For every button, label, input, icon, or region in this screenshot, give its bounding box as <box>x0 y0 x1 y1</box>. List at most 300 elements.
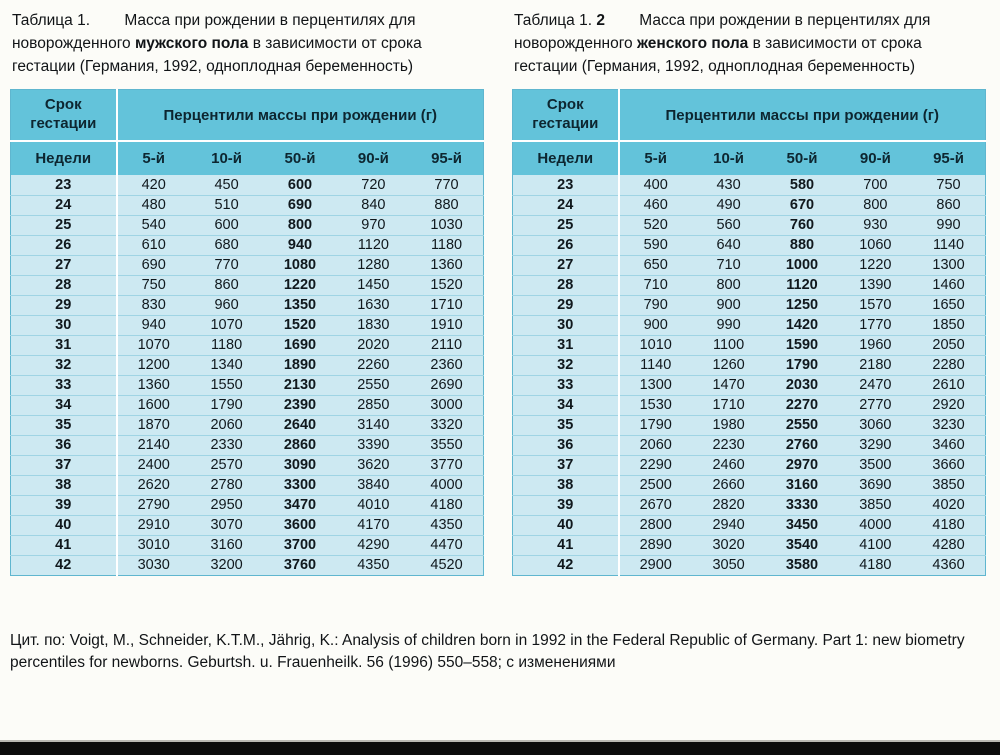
table-header <box>513 89 986 175</box>
value-cell: 840 <box>337 195 410 215</box>
value-cell: 1180 <box>190 335 263 355</box>
value-cell: 1260 <box>692 355 765 375</box>
value-cell: 1910 <box>410 315 483 335</box>
value-cell: 3580 <box>765 555 838 575</box>
value-cell: 3060 <box>839 415 912 435</box>
value-cell: 3660 <box>912 455 985 475</box>
table-row <box>11 475 484 495</box>
value-cell: 2230 <box>692 435 765 455</box>
table-caption-male <box>12 10 482 79</box>
value-cell: 720 <box>337 175 410 195</box>
value-cell: 2670 <box>619 495 692 515</box>
value-cell: 1890 <box>263 355 336 375</box>
table-row <box>513 495 986 515</box>
citation-text: Цит. по: Voigt, M., Schneider, K.T.M., Jährig, K.: Analysis of children born in 1992 in the Federal Republic of Germany. Part 1: new biometry percentiles for newborns. Geburtsh. u. Frauenheilk. 56 (1996) 550–558; с изменениями <box>10 631 965 672</box>
week-cell: 32 <box>11 355 117 375</box>
value-cell: 4180 <box>410 495 483 515</box>
value-cell: 3850 <box>912 475 985 495</box>
value-cell: 2800 <box>619 515 692 535</box>
value-cell: 420 <box>117 175 190 195</box>
table-row <box>11 175 484 195</box>
value-cell: 4010 <box>337 495 410 515</box>
value-cell: 3390 <box>337 435 410 455</box>
value-cell: 600 <box>190 215 263 235</box>
table-row <box>513 235 986 255</box>
caption-label: Таблица 1. <box>514 12 593 29</box>
value-cell: 1100 <box>692 335 765 355</box>
value-cell: 2900 <box>619 555 692 575</box>
gestation-header-line2: гестации <box>532 115 599 133</box>
value-cell: 1140 <box>912 235 985 255</box>
value-cell: 640 <box>692 235 765 255</box>
value-cell: 2180 <box>839 355 912 375</box>
value-cell: 690 <box>117 255 190 275</box>
week-cell: 39 <box>513 495 619 515</box>
value-cell: 480 <box>117 195 190 215</box>
value-cell: 520 <box>619 215 692 235</box>
week-cell: 38 <box>11 475 117 495</box>
value-cell: 990 <box>912 215 985 235</box>
value-cell: 940 <box>263 235 336 255</box>
gestation-header-line1: Срок <box>546 96 584 114</box>
value-cell: 3200 <box>190 555 263 575</box>
table-row <box>513 555 986 575</box>
value-cell: 3700 <box>263 535 336 555</box>
value-cell: 1420 <box>765 315 838 335</box>
value-cell: 580 <box>765 175 838 195</box>
table-row <box>513 375 986 395</box>
week-cell: 37 <box>11 455 117 475</box>
value-cell: 3230 <box>912 415 985 435</box>
value-cell: 2640 <box>263 415 336 435</box>
value-cell: 930 <box>839 215 912 235</box>
week-cell: 35 <box>513 415 619 435</box>
week-cell: 41 <box>513 535 619 555</box>
value-cell: 1000 <box>765 255 838 275</box>
value-cell: 900 <box>692 295 765 315</box>
value-cell: 1180 <box>410 235 483 255</box>
value-cell: 1460 <box>912 275 985 295</box>
table-row <box>513 175 986 195</box>
value-cell: 680 <box>190 235 263 255</box>
value-cell: 4470 <box>410 535 483 555</box>
week-cell: 37 <box>513 455 619 475</box>
value-cell: 3540 <box>765 535 838 555</box>
value-cell: 3460 <box>912 435 985 455</box>
percentile-table-male <box>10 89 484 576</box>
value-cell: 1600 <box>117 395 190 415</box>
value-cell: 2550 <box>337 375 410 395</box>
week-cell: 41 <box>11 535 117 555</box>
value-cell: 790 <box>619 295 692 315</box>
value-cell: 590 <box>619 235 692 255</box>
table-row <box>11 435 484 455</box>
value-cell: 690 <box>263 195 336 215</box>
gestation-header <box>11 89 117 141</box>
value-cell: 2760 <box>765 435 838 455</box>
week-cell: 25 <box>513 215 619 235</box>
caption-text: Масса при рождении в перцентилях для новорожденного <box>514 12 931 52</box>
value-cell: 2940 <box>692 515 765 535</box>
table-row <box>513 355 986 375</box>
value-cell: 2130 <box>263 375 336 395</box>
value-cell: 4350 <box>410 515 483 535</box>
table-row <box>513 395 986 415</box>
value-cell: 560 <box>692 215 765 235</box>
value-cell: 1830 <box>337 315 410 335</box>
value-cell: 2060 <box>619 435 692 455</box>
value-cell: 860 <box>190 275 263 295</box>
value-cell: 400 <box>619 175 692 195</box>
value-cell: 2770 <box>839 395 912 415</box>
week-cell: 24 <box>11 195 117 215</box>
percentile-header-10: 10-й <box>190 141 263 175</box>
percentiles-group-header: Перцентили массы при рождении (г) <box>117 89 484 141</box>
table-row <box>11 275 484 295</box>
value-cell: 2260 <box>337 355 410 375</box>
value-cell: 3030 <box>117 555 190 575</box>
value-cell: 1870 <box>117 415 190 435</box>
value-cell: 1690 <box>263 335 336 355</box>
value-cell: 1360 <box>410 255 483 275</box>
value-cell: 610 <box>117 235 190 255</box>
table-row <box>11 515 484 535</box>
value-cell: 1060 <box>839 235 912 255</box>
value-cell: 1790 <box>765 355 838 375</box>
value-cell: 770 <box>410 175 483 195</box>
value-cell: 1200 <box>117 355 190 375</box>
value-cell: 3550 <box>410 435 483 455</box>
value-cell: 4000 <box>839 515 912 535</box>
value-cell: 3290 <box>839 435 912 455</box>
value-cell: 3300 <box>263 475 336 495</box>
value-cell: 450 <box>190 175 263 195</box>
value-cell: 3140 <box>337 415 410 435</box>
week-cell: 26 <box>513 235 619 255</box>
value-cell: 4100 <box>839 535 912 555</box>
value-cell: 4290 <box>337 535 410 555</box>
value-cell: 2950 <box>190 495 263 515</box>
week-cell: 36 <box>11 435 117 455</box>
value-cell: 3620 <box>337 455 410 475</box>
percentile-header-90: 90-й <box>839 141 912 175</box>
percentile-header-50: 50-й <box>263 141 336 175</box>
value-cell: 3320 <box>410 415 483 435</box>
value-cell: 1630 <box>337 295 410 315</box>
week-cell: 28 <box>513 275 619 295</box>
value-cell: 2400 <box>117 455 190 475</box>
week-cell: 38 <box>513 475 619 495</box>
table-row <box>11 295 484 315</box>
value-cell: 1550 <box>190 375 263 395</box>
table-row <box>513 335 986 355</box>
value-cell: 1250 <box>765 295 838 315</box>
value-cell: 2570 <box>190 455 263 475</box>
caption-label-number: 2 <box>596 12 605 29</box>
percentile-header-5: 5-й <box>117 141 190 175</box>
value-cell: 1450 <box>337 275 410 295</box>
value-cell: 490 <box>692 195 765 215</box>
page-edge-bar <box>0 742 1000 755</box>
table-row <box>11 535 484 555</box>
table-row <box>11 455 484 475</box>
value-cell: 1010 <box>619 335 692 355</box>
value-cell: 1220 <box>839 255 912 275</box>
table-row <box>11 235 484 255</box>
value-cell: 4180 <box>912 515 985 535</box>
value-cell: 1030 <box>410 215 483 235</box>
gestation-header <box>513 89 619 141</box>
value-cell: 3000 <box>410 395 483 415</box>
week-cell: 27 <box>513 255 619 275</box>
value-cell: 3330 <box>765 495 838 515</box>
table-row <box>513 435 986 455</box>
caption-label: Таблица 1. <box>12 12 91 29</box>
value-cell: 2060 <box>190 415 263 435</box>
value-cell: 430 <box>692 175 765 195</box>
table-caption-female <box>514 10 984 79</box>
value-cell: 1300 <box>912 255 985 275</box>
value-cell: 1340 <box>190 355 263 375</box>
value-cell: 2140 <box>117 435 190 455</box>
table-row <box>513 255 986 275</box>
value-cell: 960 <box>190 295 263 315</box>
table-body-female <box>513 175 986 575</box>
value-cell: 4350 <box>337 555 410 575</box>
value-cell: 750 <box>912 175 985 195</box>
value-cell: 3840 <box>337 475 410 495</box>
value-cell: 700 <box>839 175 912 195</box>
value-cell: 3160 <box>190 535 263 555</box>
table-body-male <box>11 175 484 575</box>
table-row <box>513 215 986 235</box>
value-cell: 670 <box>765 195 838 215</box>
value-cell: 650 <box>619 255 692 275</box>
percentile-header-90: 90-й <box>337 141 410 175</box>
value-cell: 3690 <box>839 475 912 495</box>
week-cell: 34 <box>11 395 117 415</box>
week-cell: 33 <box>11 375 117 395</box>
value-cell: 1710 <box>692 395 765 415</box>
value-cell: 1650 <box>912 295 985 315</box>
percentile-header-95: 95-й <box>912 141 985 175</box>
value-cell: 2270 <box>765 395 838 415</box>
percentile-table-female <box>512 89 986 576</box>
table-row <box>11 415 484 435</box>
percentile-header-95: 95-й <box>410 141 483 175</box>
value-cell: 3020 <box>692 535 765 555</box>
value-cell: 1080 <box>263 255 336 275</box>
value-cell: 3070 <box>190 515 263 535</box>
value-cell: 2610 <box>912 375 985 395</box>
percentile-header-10: 10-й <box>692 141 765 175</box>
week-cell: 25 <box>11 215 117 235</box>
week-cell: 35 <box>11 415 117 435</box>
value-cell: 1570 <box>839 295 912 315</box>
table-row <box>11 395 484 415</box>
week-cell: 29 <box>513 295 619 315</box>
caption-text: Масса при рождении в перцентилях для новорожденного <box>12 12 416 52</box>
week-cell: 42 <box>11 555 117 575</box>
value-cell: 4280 <box>912 535 985 555</box>
value-cell: 2360 <box>410 355 483 375</box>
percentile-header-50: 50-й <box>765 141 838 175</box>
table-row <box>513 475 986 495</box>
value-cell: 1070 <box>190 315 263 335</box>
value-cell: 1120 <box>337 235 410 255</box>
table-row <box>11 335 484 355</box>
table-row <box>513 295 986 315</box>
week-cell: 31 <box>11 335 117 355</box>
value-cell: 970 <box>337 215 410 235</box>
value-cell: 2890 <box>619 535 692 555</box>
weeks-subheader: Недели <box>11 141 117 175</box>
value-cell: 1960 <box>839 335 912 355</box>
caption-bold-sex: женского пола <box>636 34 749 52</box>
value-cell: 2280 <box>912 355 985 375</box>
value-cell: 1520 <box>263 315 336 335</box>
value-cell: 2850 <box>337 395 410 415</box>
value-cell: 800 <box>263 215 336 235</box>
value-cell: 1530 <box>619 395 692 415</box>
value-cell: 2910 <box>117 515 190 535</box>
value-cell: 2050 <box>912 335 985 355</box>
value-cell: 4020 <box>912 495 985 515</box>
value-cell: 1710 <box>410 295 483 315</box>
value-cell: 800 <box>839 195 912 215</box>
value-cell: 600 <box>263 175 336 195</box>
percentile-header-5: 5-й <box>619 141 692 175</box>
table-row <box>11 315 484 335</box>
week-cell: 24 <box>513 195 619 215</box>
week-cell: 28 <box>11 275 117 295</box>
value-cell: 880 <box>410 195 483 215</box>
value-cell: 1350 <box>263 295 336 315</box>
table-row <box>513 315 986 335</box>
value-cell: 750 <box>117 275 190 295</box>
value-cell: 3500 <box>839 455 912 475</box>
value-cell: 2660 <box>692 475 765 495</box>
value-cell: 3600 <box>263 515 336 535</box>
value-cell: 1770 <box>839 315 912 335</box>
table-row <box>513 415 986 435</box>
week-cell: 30 <box>513 315 619 335</box>
week-cell: 42 <box>513 555 619 575</box>
value-cell: 2790 <box>117 495 190 515</box>
value-cell: 4170 <box>337 515 410 535</box>
table-female-section <box>512 8 986 576</box>
week-cell: 23 <box>513 175 619 195</box>
value-cell: 3760 <box>263 555 336 575</box>
caption-bold-sex: мужского пола <box>134 34 249 52</box>
value-cell: 860 <box>912 195 985 215</box>
table-row <box>11 375 484 395</box>
value-cell: 2290 <box>619 455 692 475</box>
value-cell: 2460 <box>692 455 765 475</box>
value-cell: 1470 <box>692 375 765 395</box>
value-cell: 2110 <box>410 335 483 355</box>
value-cell: 540 <box>117 215 190 235</box>
value-cell: 1140 <box>619 355 692 375</box>
week-cell: 32 <box>513 355 619 375</box>
value-cell: 1360 <box>117 375 190 395</box>
value-cell: 2330 <box>190 435 263 455</box>
value-cell: 4180 <box>839 555 912 575</box>
gestation-header-line1: Срок <box>44 96 82 114</box>
table-row <box>11 255 484 275</box>
value-cell: 2970 <box>765 455 838 475</box>
value-cell: 510 <box>190 195 263 215</box>
value-cell: 1280 <box>337 255 410 275</box>
value-cell: 2620 <box>117 475 190 495</box>
value-cell: 1790 <box>619 415 692 435</box>
week-cell: 40 <box>513 515 619 535</box>
value-cell: 770 <box>190 255 263 275</box>
week-cell: 40 <box>11 515 117 535</box>
value-cell: 3470 <box>263 495 336 515</box>
value-cell: 2550 <box>765 415 838 435</box>
value-cell: 1850 <box>912 315 985 335</box>
value-cell: 2390 <box>263 395 336 415</box>
value-cell: 2860 <box>263 435 336 455</box>
value-cell: 3160 <box>765 475 838 495</box>
value-cell: 3050 <box>692 555 765 575</box>
week-cell: 33 <box>513 375 619 395</box>
table-row <box>513 275 986 295</box>
value-cell: 2500 <box>619 475 692 495</box>
caption-text-after: в зависимости от срока гестации (Германия, 1992, одноплодная беременность) <box>12 34 422 75</box>
table-row <box>513 195 986 215</box>
table-male-section <box>10 8 484 576</box>
value-cell: 1120 <box>765 275 838 295</box>
value-cell: 900 <box>619 315 692 335</box>
week-cell: 29 <box>11 295 117 315</box>
value-cell: 800 <box>692 275 765 295</box>
table-row <box>513 515 986 535</box>
value-cell: 2820 <box>692 495 765 515</box>
value-cell: 760 <box>765 215 838 235</box>
week-cell: 26 <box>11 235 117 255</box>
value-cell: 710 <box>692 255 765 275</box>
value-cell: 990 <box>692 315 765 335</box>
value-cell: 710 <box>619 275 692 295</box>
value-cell: 1220 <box>263 275 336 295</box>
value-cell: 880 <box>765 235 838 255</box>
value-cell: 3770 <box>410 455 483 475</box>
value-cell: 2780 <box>190 475 263 495</box>
gestation-header-line2: гестации <box>30 115 97 133</box>
table-row <box>513 455 986 475</box>
value-cell: 2690 <box>410 375 483 395</box>
table-header <box>11 89 484 175</box>
value-cell: 4520 <box>410 555 483 575</box>
percentiles-group-header: Перцентили массы при рождении (г) <box>619 89 986 141</box>
week-cell: 27 <box>11 255 117 275</box>
value-cell: 3090 <box>263 455 336 475</box>
value-cell: 3450 <box>765 515 838 535</box>
value-cell: 4360 <box>912 555 985 575</box>
table-row <box>11 355 484 375</box>
table-row <box>11 195 484 215</box>
value-cell: 1980 <box>692 415 765 435</box>
week-cell: 34 <box>513 395 619 415</box>
week-cell: 23 <box>11 175 117 195</box>
value-cell: 1520 <box>410 275 483 295</box>
value-cell: 2020 <box>337 335 410 355</box>
week-cell: 39 <box>11 495 117 515</box>
value-cell: 1390 <box>839 275 912 295</box>
week-cell: 31 <box>513 335 619 355</box>
